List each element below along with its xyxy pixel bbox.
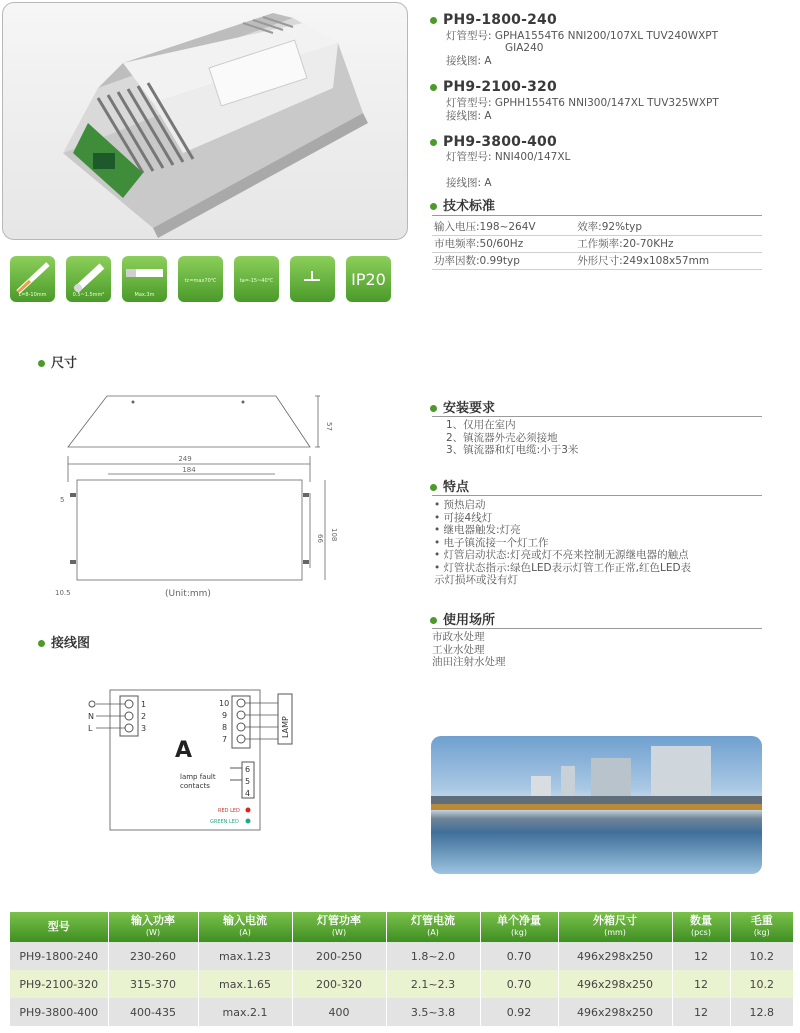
svg-text:N: N <box>88 712 94 721</box>
model-3-lamps: 灯管型号: NNI400/147XL <box>446 151 571 163</box>
model-2-lamps: 灯管型号: GPHH1554T6 NNI300/147XL TUV325WXPT <box>446 97 719 109</box>
model-title-2: PH9-2100-320 <box>430 79 557 95</box>
th-net-weight: 单个净量 (kg) <box>480 912 558 942</box>
th-lamp-current: 灯管电流 (A) <box>386 912 480 942</box>
product-table <box>10 912 794 1026</box>
svg-text:10: 10 <box>219 699 230 708</box>
wiring-diagram <box>80 682 310 837</box>
plant-illustration <box>431 736 762 874</box>
tech-divider <box>432 215 762 216</box>
model-2-wiring: 接线图: A <box>446 110 492 122</box>
svg-text:8: 8 <box>222 723 228 732</box>
th-quantity: 数量 (pcs) <box>672 912 730 942</box>
svg-text:contacts: contacts <box>180 782 210 790</box>
features-list: • 预热启动 • 可接4线灯 • 继电器触发:灯亮 • 电子镇流接一个灯工作 • 灯管启动状态:灯亮或灯不亮来控制无源继电器的触点 • 灯管状态指示:绿色LED表示灯管工作正常,红色LED表 示灯损坏或没有灯 <box>434 499 692 586</box>
dim-108: 108 <box>330 528 338 542</box>
tech-title: 技术标准 <box>430 195 495 214</box>
model-title-3: PH9-3800-400 <box>430 134 557 150</box>
th-input-current: 输入电流 (A) <box>198 912 292 942</box>
th-gross-weight: 毛重 (kg) <box>730 912 794 942</box>
svg-text:L: L <box>88 724 93 733</box>
usage-divider <box>432 628 762 629</box>
th-carton-size: 外箱尺寸 (mm) <box>558 912 672 942</box>
svg-text:1: 1 <box>141 700 147 709</box>
ballast-illustration <box>3 3 408 240</box>
table-row: PH9-3800-400 400-435 max.2.1 400 3.5~3.8 0.92 496x298x250 12 12.8 <box>10 998 794 1026</box>
svg-text:5: 5 <box>245 777 251 786</box>
dim-57: 57 <box>325 422 333 431</box>
wire-gauge-icon: 0.5~1.5mm² <box>66 256 111 302</box>
wiring-title: 接线图 <box>38 632 90 651</box>
table-row: PH9-2100-320 315-370 max.1.65 200-320 2.1~2.3 0.70 496x298x250 12 10.2 <box>10 970 794 998</box>
svg-text:GREEN LED: GREEN LED <box>210 819 239 825</box>
th-model: 型号 <box>10 912 108 942</box>
install-title: 安装要求 <box>430 397 495 416</box>
dim-66: 66 <box>316 534 324 543</box>
usage-list: 市政水处理 工业水处理 油田注射水处理 <box>432 631 506 668</box>
dimension-drawing <box>50 390 350 610</box>
svg-text:6: 6 <box>245 765 251 774</box>
dim-5: 5 <box>60 496 65 504</box>
table-row: PH9-1800-240 230-260 max.1.23 200-250 1.8~2.0 0.70 496x298x250 12 10.2 <box>10 942 794 970</box>
th-input-power: 输入功率 (W) <box>108 912 198 942</box>
install-divider <box>432 416 762 417</box>
unit-label: (Unit:mm) <box>165 589 211 599</box>
svg-text:4: 4 <box>245 789 251 798</box>
svg-text:RED LED: RED LED <box>218 808 240 814</box>
dimensions-title: 尺寸 <box>38 352 77 371</box>
product-photo <box>2 2 408 240</box>
dim-249: 249 <box>178 455 192 463</box>
ip-rating-icon: IP20 <box>346 256 391 302</box>
model-3-wiring: 接线图: A <box>446 177 492 189</box>
lamp-label: LAMP <box>281 716 290 738</box>
ambient-temp-icon: ta=-15~40℃ <box>234 256 279 302</box>
usage-title: 使用场所 <box>430 609 495 628</box>
wiring-letter: A <box>175 738 193 763</box>
svg-text:3: 3 <box>141 724 147 733</box>
wire-strip-icon: L=8-10mm <box>10 256 55 302</box>
tech-table: 输入电压:198~264V 效率:92%typ 市电频率:50/60Hz 工作频率:20-70KHz 功率因数:0.99typ 外形尺寸:249x108x57mm <box>432 218 762 270</box>
th-lamp-power: 灯管功率 (W) <box>292 912 386 942</box>
model-title-1: PH9-1800-240 <box>430 12 557 28</box>
install-list: 1、仅用在室内 2、镇流器外壳必须接地 3、镇流器和灯电缆:小于3米 <box>446 419 579 456</box>
features-title: 特点 <box>430 476 469 495</box>
max-temp-icon: tc=max70℃ <box>178 256 223 302</box>
model-1-lamps-2: GIA240 <box>505 42 544 54</box>
model-1-wiring: 接线图: A <box>446 55 492 67</box>
water-treatment-photo <box>431 736 762 874</box>
max-length-icon: Max.3m <box>122 256 167 302</box>
svg-text:9: 9 <box>222 711 228 720</box>
model-1-lamps: 灯管型号: GPHA1554T6 NNI200/107XL TUV240WXPT <box>446 30 719 42</box>
features-divider <box>432 495 762 496</box>
svg-text:7: 7 <box>222 735 228 744</box>
dim-10-5: 10.5 <box>55 589 71 597</box>
dim-184: 184 <box>182 466 196 474</box>
ground-icon <box>290 256 335 302</box>
svg-text:lamp fault: lamp fault <box>180 773 216 781</box>
feature-icons <box>10 256 391 302</box>
svg-text:2: 2 <box>141 712 147 721</box>
